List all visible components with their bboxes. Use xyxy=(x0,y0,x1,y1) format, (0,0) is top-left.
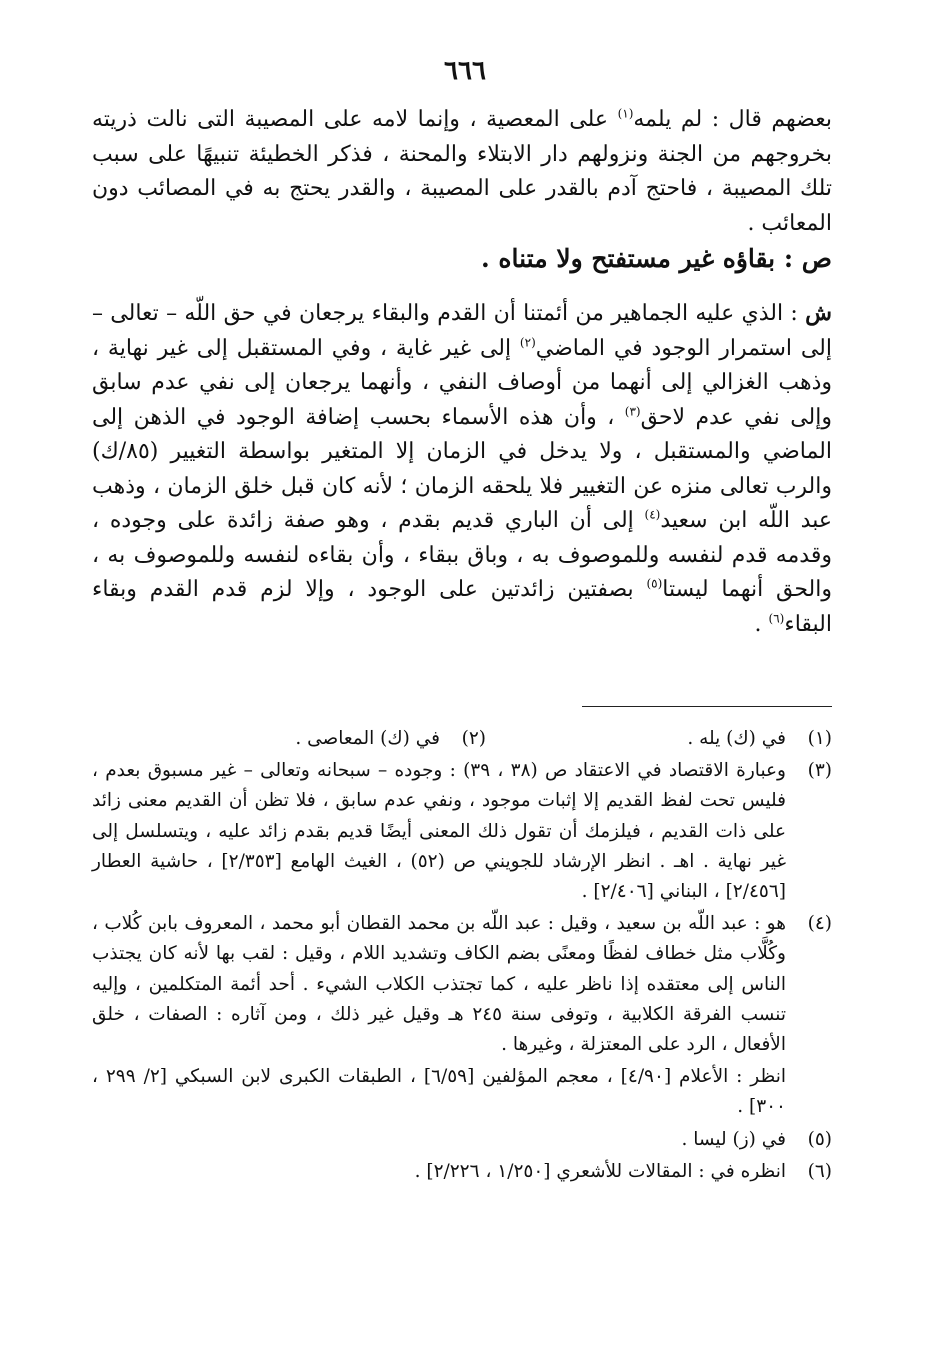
commentary-marker: ش xyxy=(805,300,832,326)
footnote-number: (٣) xyxy=(807,760,832,782)
footnote-number: (٤) xyxy=(807,913,832,935)
footnote-number: (٢) xyxy=(461,728,486,749)
page-number: ٦٦٦ xyxy=(444,56,486,86)
footnote-5 xyxy=(92,1125,832,1155)
footnote-number: (٥) xyxy=(807,1128,832,1150)
footnote-ref[interactable]: (٦) xyxy=(768,611,785,626)
footnote-row xyxy=(92,724,832,756)
paragraph-text: إلى أن الباري قديم بقدم ، وهو صفة زائدة على وجوده ، وقدمه قدم لنفسه وللموصوف به ، وباق ببقاء ، وأن بقاءه لنفسه وللموصوف به ، والحق أنهما ليستا xyxy=(92,508,832,602)
footnote-divider xyxy=(582,706,832,707)
footnote-4 xyxy=(92,909,832,1122)
footnotes-section xyxy=(92,724,832,1189)
footnote-3 xyxy=(92,756,832,907)
footnote-number: (٦) xyxy=(807,1160,832,1182)
paragraph-text: . xyxy=(754,611,769,637)
paragraph-text: بصفتين زائدتين على الوجود ، وإلا لزم قدم القدم وبقاء البقاء xyxy=(92,577,832,637)
paragraph-text: إلى غير غاية ، وفي المستقبل إلى غير نهاية ، وذهب الغزالي إلى أنهما من أوصاف النفي ، وأنهما يرجعان إلى نفي عدم سابق وإلى نفي عدم لاحق xyxy=(92,335,832,430)
footnote-text: هو : عبد اللّه بن سعيد ، وقيل : عبد اللّه بن محمد القطان أبو محمد ، المعروف بابن كُلاب ، وكُلَّاب مثل خطاف لفظًا ومعنًى بضم الكاف وتشديد اللام ، وقيل : لقب بها لأنه كان يجتذب الناس إلى معتقده إذا ناظر عليه ، كما تجتذب الكلاب الشيء . أحد أئمة المتكلمين ، وإليه تنسب الفرقة الكلابية ، وتوفى سنة ٢٤٥ هـ وقيل غير ذلك ، ومن آثاره : الصفات ، خلق الأفعال ، الرد على المعتزلة ، وغيرها . xyxy=(92,913,786,1056)
footnote-number: (١) xyxy=(807,728,832,749)
footnote-1 xyxy=(486,724,832,754)
footnote-text: وعبارة الاقتصاد في الاعتقاد ص (٣٨ ، ٣٩) : وجوده – سبحانه وتعالى – غير مسبوق بعدم ، فليس تحت لفظ القديم إلا إثبات موجود ، ونفي عدم سابق ، فلا تظن أن القديم معنى زائد على ذات القديم ، فيلزمك أن تقول ذلك المعنى أيضًا قديم بقدم زائد عليه ، ويتسلسل إلى غير نهاية . اهـ . انظر الإرشاد للجويني ص (٥٢) ، الغيث الهامع [٢/٣٥٣] ، حاشية العطار [٢/٤٥٦] ، البناني [٢/٤٠٦] . xyxy=(92,760,786,903)
footnote-6 xyxy=(92,1157,832,1187)
footnote-references: انظر : الأعلام [٤/٩٠] ، معجم المؤلفين [٦/٥٩] ، الطبقات الكبرى لابن السبكي [٢/ ٢٩٩ ، ٣٠٠] . xyxy=(92,1066,786,1118)
footnote-ref[interactable]: (٢) xyxy=(519,335,536,350)
footnote-text: في (ك) يله . xyxy=(687,728,786,749)
matn-heading: ص : بقاؤه غير مستفتح ولا متناه . xyxy=(481,244,832,273)
footnote-ref[interactable]: (١) xyxy=(617,106,634,121)
footnote-text: في (ز) ليسا . xyxy=(681,1128,786,1150)
paragraph-text: علی المعصية ، وإنما لامه على المصيبة التى نالت ذريته بخروجهم من الجنة ونزولهم دار الابتلاء والمحنة ، فذكر الخطيئة تنبيهًا على سبب تلك المصيبة ، فاحتج آدم بالقدر على المصيبة ، والقدر يحتج به في المصائب دون المعائب . xyxy=(92,107,832,236)
commentary-paragraph xyxy=(92,296,832,642)
paragraph-continuation xyxy=(92,103,832,241)
footnote-text: في (ك) المعاصى . xyxy=(295,728,440,749)
footnote-ref[interactable]: (٥) xyxy=(646,576,663,591)
footnote-2 xyxy=(140,724,486,754)
footnote-ref[interactable]: (٤) xyxy=(644,507,661,522)
footnote-ref[interactable]: (٣) xyxy=(624,404,641,419)
paragraph-text: ، وأن هذه الأسماء بحسب إضافة الوجود في الذهن إلى الماضي والمستقبل ، ولا يدخل في الزمان إلا المتغير بواسطة التغيير (٨٥/ك) والرب تعالى منزه عن التغيير فلا يلحقه الزمان ؛ لأنه كان قبل خلق الزمان ، وذهب عبد اللّه ابن سعيد xyxy=(92,404,832,533)
footnote-text: انظره في : المقالات للأشعري [١/٢٥٠ ، ٢/٢٢٦] . xyxy=(414,1160,786,1182)
paragraph-text: : الذي عليه الجماهير من أئمتنا أن القدم والبقاء يرجعان في حق اللّه – تعالى – إلى استمرار الوجود في الماضي xyxy=(92,301,832,361)
paragraph-text: بعضهم قال : لم يلمه xyxy=(633,107,832,132)
